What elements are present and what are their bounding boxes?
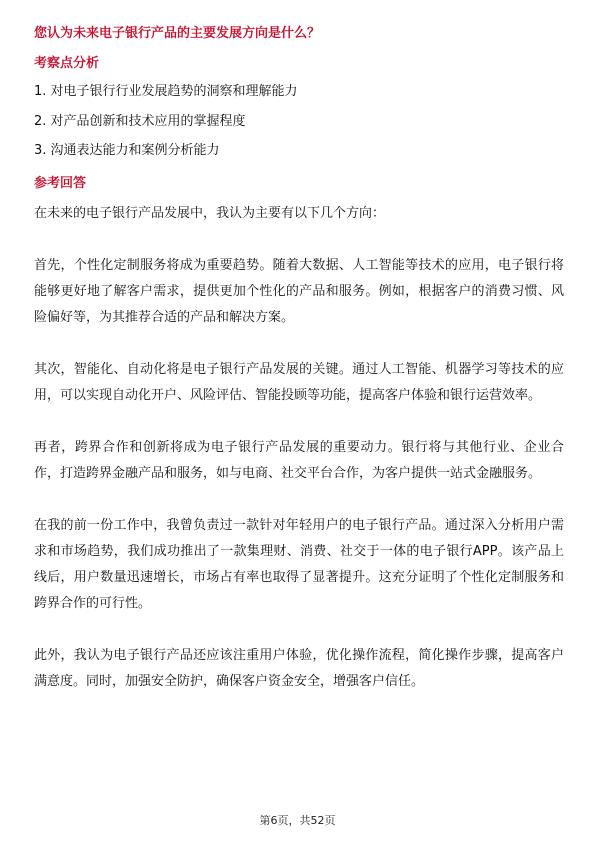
answer-paragraph: 此外，我认为电子银行产品还应该注重用户体验，优化操作流程，简化操作步骤，提高客户满意度。同时，加强安全防护，确保客户资金安全，增强客户信任。 xyxy=(34,648,564,689)
answer-paragraph: 在未来的电子银行产品发展中，我认为主要有以下几个方向： xyxy=(34,206,386,221)
analysis-point: 3. 沟通表达能力和案例分析能力 xyxy=(34,143,220,158)
answer-paragraph: 再者，跨界合作和创新将成为电子银行产品发展的重要动力。银行将与其他行业、企业合作，打造跨界金融产品和服务，如与电商、社交平台合作，为客户提供一站式金融服务。 xyxy=(34,440,564,481)
answer-paragraph: 首先，个性化定制服务将成为重要趋势。随着大数据、人工智能等技术的应用，电子银行将能够更好地了解客户需求，提供更加个性化的产品和服务。例如，根据客户的消费习惯、风险偏好等，为其推荐合适的产品和解决方案。 xyxy=(34,258,564,325)
answer-paragraph: 其次，智能化、自动化将是电子银行产品发展的关键。通过人工智能、机器学习等技术的应用，可以实现自动化开户、风险评估、智能投顾等功能，提高客户体验和银行运营效率。 xyxy=(34,362,564,403)
answer-paragraph: 在我的前一份工作中，我曾负责过一款针对年轻用户的电子银行产品。通过深入分析用户需求和市场趋势，我们成功推出了一款集理财、消费、社交于一体的电子银行APP。该产品上线后，用户数量迅速增长，市场占有率也取得了显著提升。这充分证明了个性化定制服务和跨界合作的可行性。 xyxy=(34,518,564,611)
analysis-section-title: 考察点分析 xyxy=(34,56,100,71)
page-number-footer: 第6页，共52页 xyxy=(259,814,336,827)
analysis-point: 1. 对电子银行行业发展趋势的洞察和理解能力 xyxy=(34,84,298,99)
analysis-point: 2. 对产品创新和技术应用的掌握程度 xyxy=(34,114,246,129)
question-heading: 您认为未来电子银行产品的主要发展方向是什么？ xyxy=(34,26,321,41)
answer-section-title: 参考回答 xyxy=(34,176,87,191)
answer-body xyxy=(34,201,564,695)
